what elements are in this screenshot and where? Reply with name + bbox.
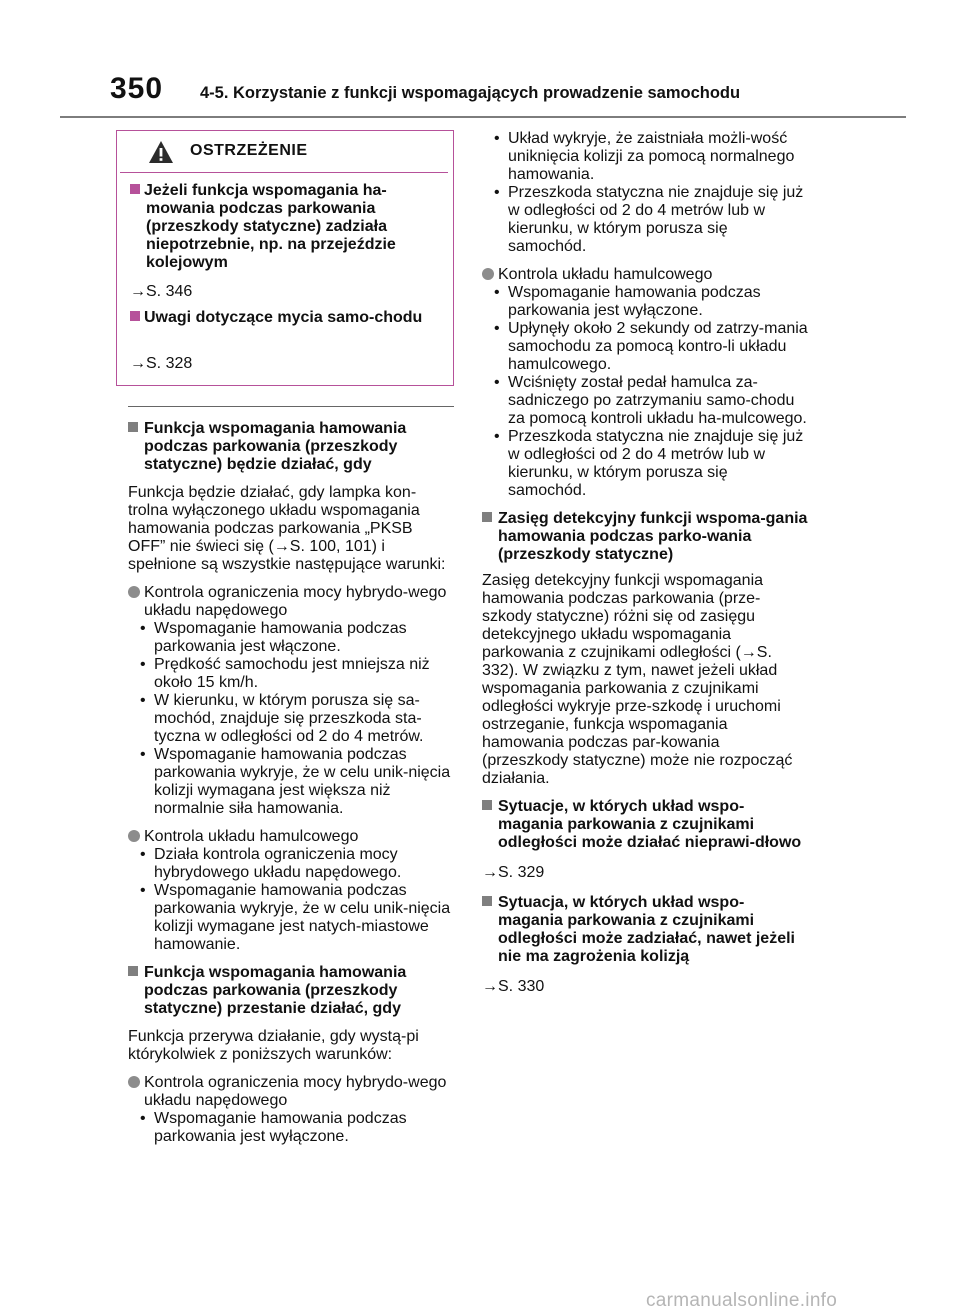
warning-item-1	[130, 182, 440, 272]
paragraph: Funkcja przerywa działanie, gdy wystą-pi którykolwiek z poniższych warunków:	[128, 1028, 419, 1063]
paragraph: Funkcja będzie działać, gdy lampka kon-trolna wyłączonego układu wspomagania hamowania podczas parkowania „PKSB OFF” nie świeci się (→S. 100, 101) i spełnione są wszystkie następujące warunki:	[128, 484, 446, 573]
list-item: • Działa kontrola ograniczenia mocy hybrydowego układu napędowego.	[134, 846, 454, 882]
list-item: • W kierunku, w którym porusza się sa-mochód, znajduje się przeszkoda sta-tyczna w odległości od 2 do 4 metrów.	[134, 692, 454, 746]
bullet-circle-icon	[128, 586, 140, 598]
list-item: • Upłynęły około 2 sekundy od zatrzy-mania samochodu za pomocą kontro-li układu hamulcowego.	[488, 320, 808, 374]
bullet-square-icon	[128, 422, 138, 432]
dot-item: Kontrola ograniczenia mocy hybrydo-wego układu napędowego	[128, 584, 454, 620]
section-heading: Zasięg detekcyjny funkcji wspoma-gania hamowania podczas parko-wania (przeszkody statyczne)	[482, 510, 808, 564]
bullet-square-icon	[130, 311, 140, 321]
list-item: • Wspomaganie hamowania podczas parkowania jest włączone.	[134, 620, 454, 656]
warning-item-2	[130, 309, 440, 327]
paragraph: Zasięg detekcyjny funkcji wspomagania hamowania podczas parkowania (prze-szkody statyczne) różni się od zasięgu detekcyjnego układu wspomagania parkowania z czujnikami odległości (→S. 332). W związku z tym, nawet jeżeli układ wspomagania parkowania z czujnikami odległości wykryje prze-szkodę i uruchomi ostrzeganie, funkcja wspomagania hamowania podczas par-kowania (przeszkody statyczne) może nie rozpocząć działania.	[482, 572, 793, 787]
warning-item-2-heading: Uwagi dotyczące mycia samo-chodu	[144, 309, 423, 326]
list-item: • Wspomaganie hamowania podczas parkowania jest wyłączone.	[488, 284, 808, 320]
page-reference: →S. 329	[482, 864, 545, 881]
section-heading: Funkcja wspomagania hamowania podczas parkowania (przeszkody statyczne) będzie działać, gdy	[128, 420, 454, 474]
bullet-circle-icon	[482, 268, 494, 280]
bullet-square-icon	[482, 512, 492, 522]
warning-header	[148, 140, 408, 166]
bullet-circle-icon	[128, 830, 140, 842]
warning-item-1-ref: →S. 346	[130, 283, 193, 300]
left-column	[128, 420, 454, 1146]
watermark: carmanualsonline.info	[646, 1290, 838, 1311]
dot-item: Kontrola układu hamulcowego	[482, 266, 808, 284]
dot-item: Kontrola ograniczenia mocy hybrydo-wego układu napędowego	[128, 1074, 454, 1110]
bullet-square-icon	[128, 966, 138, 976]
header-divider	[60, 116, 906, 118]
section-heading: Funkcja wspomagania hamowania podczas parkowania (przeszkody statyczne) przestanie działać, gdy	[128, 964, 454, 1018]
section-title: 4-5. Korzystanie z funkcji wspomagających prowadzenie samochodu	[200, 84, 741, 102]
list-item: • Układ wykryje, że zaistniała możli-wość uniknięcia kolizji za pomocą normalnego hamowania.	[488, 130, 808, 184]
warning-item-2-ref: →S. 328	[130, 355, 193, 372]
right-column	[482, 130, 808, 996]
page-header	[0, 0, 960, 116]
warning-item-1-heading: Jeżeli funkcja wspomagania ha-mowania podczas parkowania (przeszkody statyczne) zadziała niepotrzebnie, np. na przejeździe kolejowym	[144, 182, 396, 271]
section-separator	[128, 406, 454, 407]
list-item: • Prędkość samochodu jest mniejsza niż około 15 km/h.	[134, 656, 454, 692]
list-item: • Wspomaganie hamowania podczas parkowania jest wyłączone.	[134, 1110, 454, 1146]
bullet-square-icon	[482, 896, 492, 906]
list-item: • Wspomaganie hamowania podczas parkowania wykryje, że w celu unik-nięcia kolizji wymagana jest większa niż normalnie siła hamowania.	[134, 746, 454, 818]
list-item: • Przeszkoda statyczna nie znajduje się już w odległości od 2 do 4 metrów lub w kierunku, w którym porusza się samochód.	[488, 184, 808, 256]
page-number: 350	[110, 72, 164, 105]
warning-triangle-icon	[148, 140, 174, 164]
list-item: • Przeszkoda statyczna nie znajduje się już w odległości od 2 do 4 metrów lub w kierunku, w którym porusza się samochód.	[488, 428, 808, 500]
warning-divider	[120, 172, 448, 173]
list-item: • Wspomaganie hamowania podczas parkowania wykryje, że w celu unik-nięcia kolizji wymagane jest natych-miastowe hamowanie.	[134, 882, 454, 954]
bullet-circle-icon	[128, 1076, 140, 1088]
dot-item: Kontrola układu hamulcowego	[128, 828, 454, 846]
section-heading: Sytuacje, w których układ wspo-magania parkowania z czujnikami odległości może działać nieprawi-dłowo	[482, 798, 808, 852]
bullet-square-icon	[130, 184, 140, 194]
page-reference: →S. 330	[482, 978, 545, 995]
warning-title: OSTRZEŻENIE	[190, 142, 308, 159]
section-heading: Sytuacja, w których układ wspo-magania parkowania z czujnikami odległości może zadziałać, nawet jeżeli nie ma zagrożenia kolizją	[482, 894, 808, 966]
bullet-square-icon	[482, 800, 492, 810]
list-item: • Wciśnięty został pedał hamulca za-sadniczego po zatrzymaniu samo-chodu za pomocą kontroli układu ha-mulcowego.	[488, 374, 808, 428]
